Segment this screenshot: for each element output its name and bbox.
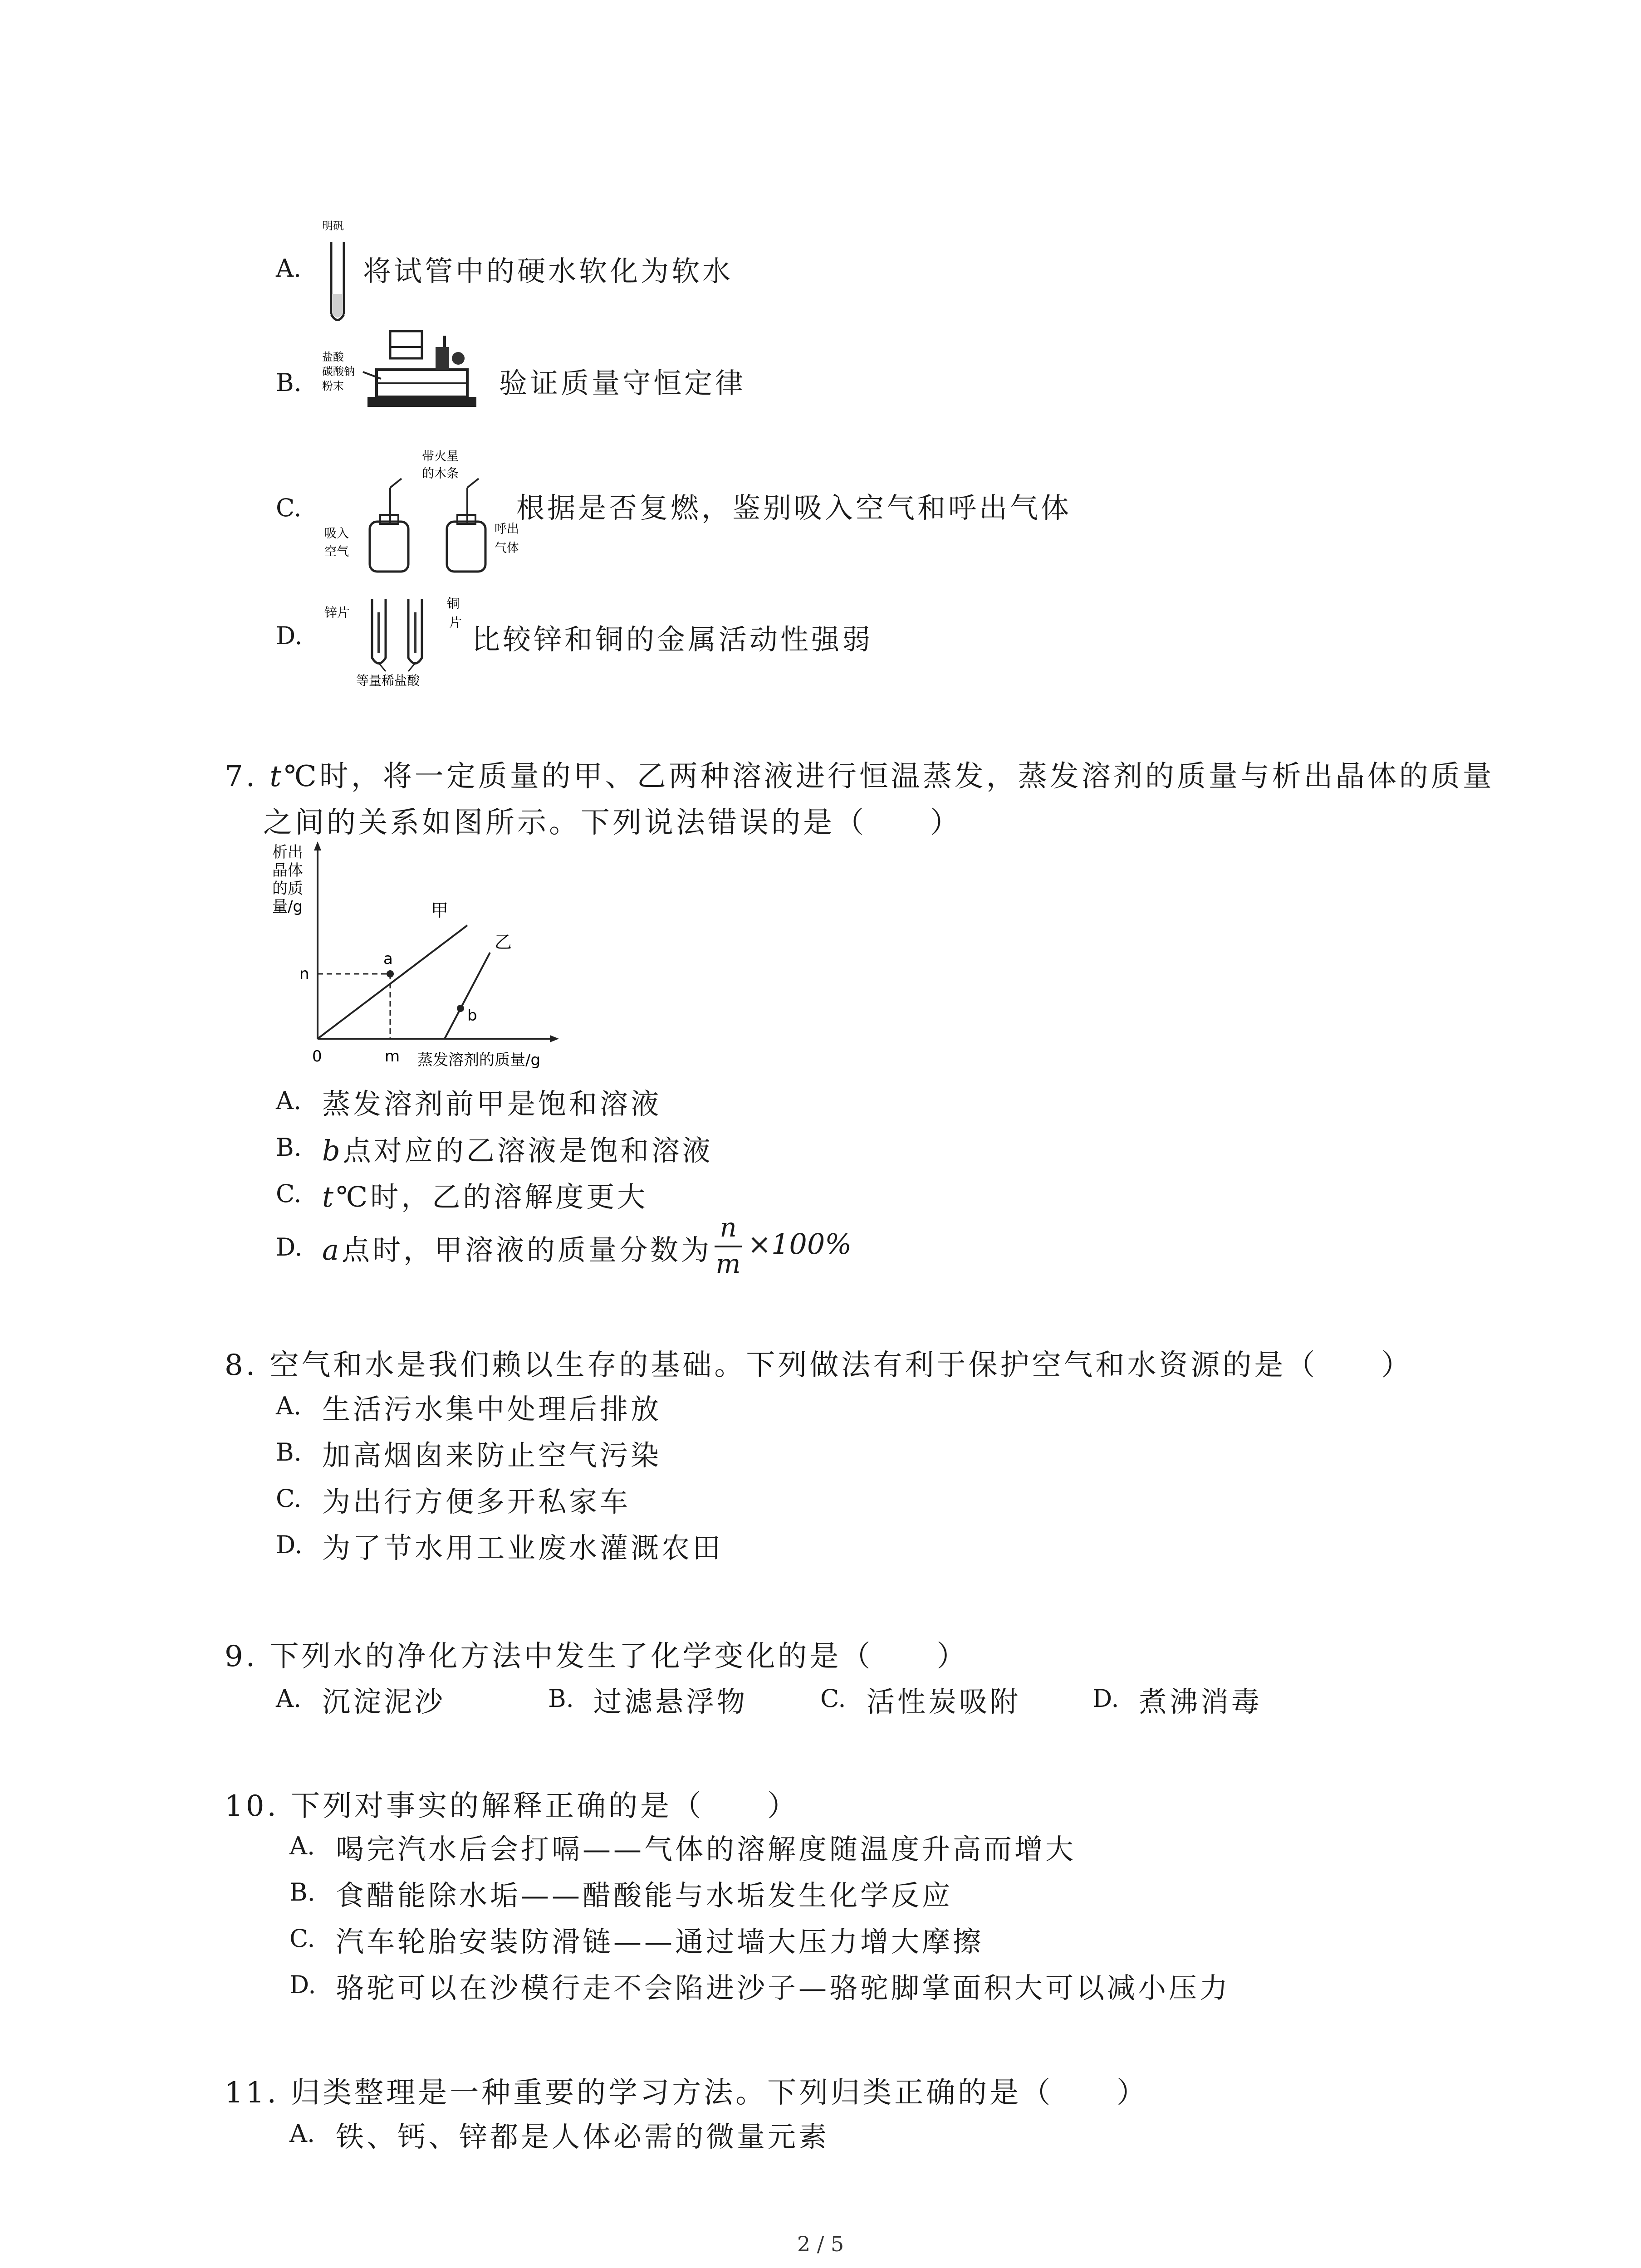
- point-b-label: b: [467, 1007, 477, 1025]
- q7-option-b-text: b点对应的乙溶液是饱和溶液: [322, 1134, 713, 1167]
- svg-text:气体: 气体: [495, 541, 519, 555]
- series-jia-label: 甲: [431, 900, 449, 920]
- fraction-bar: [715, 1246, 742, 1247]
- q9-option-c-text: 活性炭吸附: [867, 1685, 1021, 1718]
- gas-bottles-figure: [322, 447, 531, 583]
- q7-option-a-letter: A.: [276, 1086, 302, 1115]
- q6-option-c-letter: C.: [276, 494, 302, 522]
- svg-text:吸入: 吸入: [324, 527, 349, 541]
- q9-option-a-text: 沉淀泥沙: [322, 1685, 446, 1718]
- y-tick-n: n: [299, 965, 309, 983]
- q9-option-b-text: 过滤悬浮物: [593, 1685, 748, 1718]
- q9-option-d-text: 煮沸消毒: [1139, 1685, 1263, 1718]
- x-axis-arrow: [550, 1035, 559, 1042]
- test-tube-figure: [322, 217, 354, 330]
- balance-figure: [322, 329, 490, 429]
- q8-stem: 8. 空气和水是我们赖以生存的基础。下列做法有利于保护空气和水资源的是（ ）: [225, 1349, 1413, 1382]
- x-tick-m: m: [385, 1047, 400, 1066]
- q10-option-c-letter: C.: [289, 1924, 315, 1953]
- point-a: [387, 970, 394, 978]
- q9-option-c-letter: C.: [820, 1684, 846, 1713]
- q10-option-d-text: 骆驼可以在沙模行走不会陷进沙子—骆驼脚掌面积大可以减小压力: [336, 1971, 1231, 2004]
- series-yi-line: [445, 953, 490, 1039]
- q8-option-a-text: 生活污水集中处理后排放: [322, 1393, 662, 1426]
- q7-stem-line1: 7. t℃时，将一定质量的甲、乙两种溶液进行恒温蒸发，蒸发溶剂的质量与析出晶体的质量: [225, 760, 1494, 793]
- metal-tubes-figure: [322, 594, 476, 694]
- y-label-line: 的质: [272, 880, 303, 898]
- fraction-denominator: m: [715, 1248, 741, 1279]
- q7-chart: [254, 839, 599, 1075]
- q6-option-c-text: 根据是否复燃，鉴别吸入空气和呼出气体: [516, 491, 1072, 524]
- q7-option-c-letter: C.: [276, 1179, 302, 1208]
- q6-option-b-text: 验证质量守恒定律: [499, 367, 746, 400]
- q9-stem: 9. 下列水的净化方法中发生了化学变化的是（ ）: [225, 1640, 969, 1673]
- y-axis-arrow: [314, 841, 321, 850]
- q8-option-a-letter: A.: [276, 1392, 302, 1420]
- q10-option-a-letter: A.: [289, 1832, 315, 1860]
- q10-option-c-text: 汽车轮胎安装防滑链——通过墙大压力增大摩擦: [336, 1925, 984, 1958]
- q10-stem: 10. 下列对事实的解释正确的是（ ）: [225, 1789, 799, 1823]
- q7-option-d-letter: D.: [276, 1233, 303, 1261]
- q11-option-a-text: 铁、钙、锌都是人体必需的微量元素: [336, 2120, 830, 2153]
- svg-text:铜: 铜: [447, 596, 460, 611]
- q8-option-c-text: 为出行方便多开私家车: [322, 1485, 631, 1518]
- q9-option-d-letter: D.: [1092, 1684, 1119, 1713]
- svg-text:锌片: 锌片: [324, 605, 350, 620]
- y-axis-label: [272, 843, 303, 916]
- fraction-n-over-m: [712, 1212, 744, 1280]
- percent-suffix: ×100%: [748, 1227, 852, 1261]
- y-label-line: 晶体: [272, 861, 303, 880]
- point-a-label: a: [383, 950, 393, 968]
- q8-option-c-letter: C.: [276, 1484, 302, 1513]
- q7-option-a-text: 蒸发溶剂前甲是饱和溶液: [322, 1087, 662, 1120]
- q8-option-d-letter: D.: [276, 1530, 303, 1559]
- fraction-numerator: n: [720, 1212, 737, 1243]
- svg-text:呼出: 呼出: [495, 522, 519, 536]
- q7-option-d-text: a点时，甲溶液的质量分数为: [322, 1233, 712, 1266]
- svg-text:盐酸: 盐酸: [322, 351, 344, 363]
- q6-option-a-text: 将试管中的硬水软化为软水: [363, 254, 734, 288]
- point-b: [457, 1005, 464, 1012]
- svg-text:粉末: 粉末: [322, 380, 344, 392]
- svg-text:的木条: 的木条: [422, 467, 459, 481]
- q10-option-b-letter: B.: [289, 1878, 315, 1906]
- x-axis-label: 蒸发溶剂的质量/g: [417, 1051, 541, 1069]
- svg-text:空气: 空气: [324, 545, 349, 559]
- svg-text:带火星: 带火星: [422, 450, 459, 464]
- q6-option-d-text: 比较锌和铜的金属活动性强弱: [472, 623, 873, 656]
- q9-option-b-letter: B.: [548, 1684, 574, 1713]
- q7-stem-line2: 之间的关系如图所示。下列说法错误的是（ ）: [263, 806, 962, 840]
- fig-label-alum: 明矾: [322, 220, 344, 232]
- q6-option-a-letter: A.: [276, 254, 302, 283]
- y-label-line: 量/g: [272, 898, 303, 916]
- svg-text:片: 片: [449, 615, 462, 630]
- series-jia-line: [318, 925, 467, 1039]
- page-number: 2 / 5: [797, 2232, 844, 2256]
- svg-text:等量稀盐酸: 等量稀盐酸: [356, 673, 420, 688]
- svg-text:碳酸钠: 碳酸钠: [322, 365, 355, 378]
- q6-option-d-letter: D.: [276, 621, 303, 650]
- q7-option-b-letter: B.: [276, 1133, 302, 1162]
- q10-option-d-letter: D.: [289, 1970, 316, 1999]
- series-yi-label: 乙: [495, 932, 512, 952]
- q8-option-b-letter: B.: [276, 1438, 302, 1466]
- q11-option-a-letter: A.: [289, 2119, 315, 2148]
- y-label-line: 析出: [272, 843, 303, 861]
- q7-option-c-text: t℃时，乙的溶解度更大: [322, 1180, 648, 1213]
- q9-option-a-letter: A.: [276, 1684, 302, 1713]
- q10-option-a-text: 喝完汽水后会打嗝——气体的溶解度随温度升高而增大: [336, 1833, 1077, 1866]
- q8-option-d-text: 为了节水用工业废水灌溉农田: [322, 1531, 724, 1564]
- q11-stem: 11. 归类整理是一种重要的学习方法。下列归类正确的是（ ）: [225, 2076, 1149, 2110]
- q6-option-b-letter: B.: [276, 368, 302, 397]
- q8-option-b-text: 加高烟囱来防止空气污染: [322, 1439, 662, 1472]
- q10-option-b-text: 食醋能除水垢——醋酸能与水垢发生化学反应: [336, 1879, 953, 1912]
- origin-label: 0: [312, 1047, 322, 1066]
